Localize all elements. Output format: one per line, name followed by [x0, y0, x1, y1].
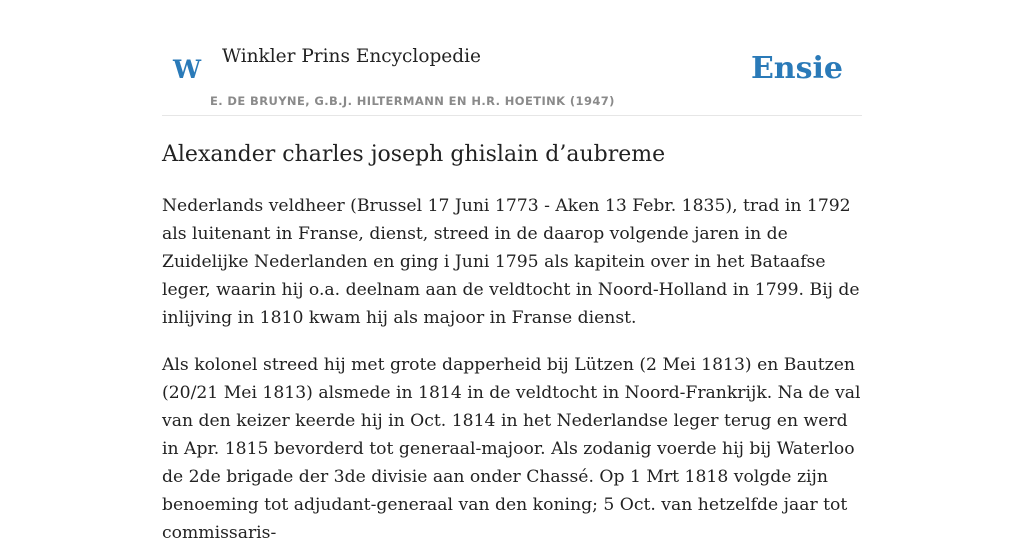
- article-title: Alexander charles joseph ghislain d’aubreme: [162, 142, 666, 167]
- site-header: [162, 38, 862, 116]
- site-logo[interactable]: W: [173, 55, 202, 84]
- site-title[interactable]: Winkler Prins Encyclopedie: [222, 46, 481, 67]
- article-paragraph-2: Als kolonel streed hij met grote dapperheid bij Lützen (2 Mei 1813) en Bautzen (20/21 Mei 1813) alsmede in 1814 in de veldtocht in Noord-Frankrijk. Na de val van den keizer keerde hij in Oct. 1814 in het Nederlandse leger terug en werd in Apr. 1815 bevorderd tot generaal-majoor. Als zodanig voerde hij bij Waterloo de 2de brigade der 3de divisie aan onder Chassé. Op 1 Mrt 1818 volgde zijn benoeming tot adjudant-generaal van den koning; 5 Oct. van hetzelfde jaar tot commissaris-: [162, 355, 861, 543]
- article-body: [162, 138, 862, 547]
- article-paragraph-1: Nederlands veldheer (Brussel 17 Juni 1773 - Aken 13 Febr. 1835), trad in 1792 als luitenant in Franse, dienst, streed in de daarop volgende jaren in de Zuidelijke Nederlanden en ging i Juni 1795 als kapitein over in het Bataafse leger, waarin hij o.a. deelnam aan de veldtocht in Noord-Holland in 1799. Bij de inlijving in 1810 kwam hij als majoor in Franse dienst.: [162, 196, 860, 328]
- brand-logo[interactable]: Ensie: [750, 51, 843, 86]
- authors-byline: E. DE BRUYNE, G.B.J. HILTERMANN EN H.R. HOETINK (1947): [210, 94, 615, 108]
